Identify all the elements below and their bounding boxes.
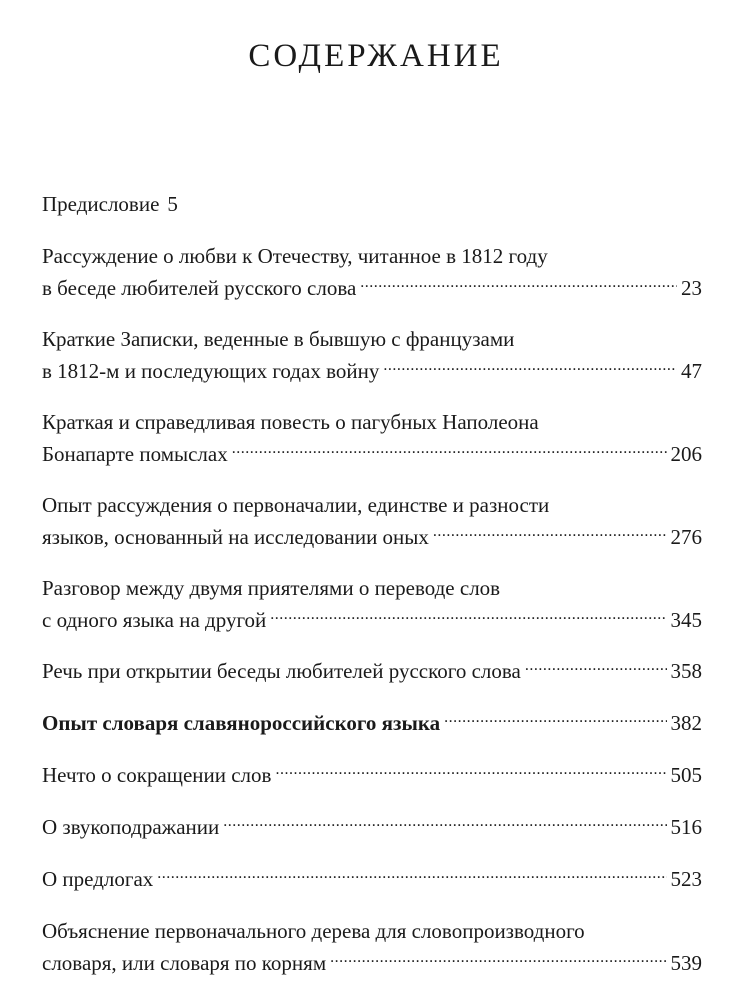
toc-entry-title-line: Бонапарте помыслах [42,442,228,466]
toc-entry-title-line: языков, основанный на исследовании оных [42,525,429,549]
toc-page-number: 539 [670,951,702,975]
toc-entry-title-line: Краткие Записки, веденные в бывшую с французами [42,327,515,351]
dot-leader [444,709,666,730]
toc-entry-title: О звукоподражании [42,815,220,839]
toc-page-number: 358 [670,659,702,683]
dot-leader [433,523,667,544]
dot-leader [330,949,666,970]
dot-leader [157,865,666,886]
toc-entry [42,811,702,843]
dot-leader [525,657,667,678]
toc-entry-title-line: в беседе любителей русского слова [42,276,357,300]
toc-entry-title-line: с одного языка на другой [42,608,267,632]
toc-page-number: 523 [670,867,702,891]
dot-leader [232,440,667,461]
toc-entry-title: О предлогах [42,867,154,891]
toc-entry-title: Речь при открытии беседы любителей русского слова [42,659,521,683]
toc-entry-title: Нечто о сокращении слов [42,763,272,787]
toc-entry-title: Предисловие [42,192,160,216]
toc-page-number: 206 [670,442,702,466]
toc-entry [42,759,702,791]
toc-entry-title-line: Рассуждение о любви к Отечеству, читанное в 1812 году [42,244,548,268]
toc-page-number: 23 [681,276,702,300]
toc-page-number: 47 [681,359,702,383]
toc-entry-title-line: Краткая и справедливая повесть о пагубных Наполеона [42,410,539,434]
dot-leader [270,606,666,627]
toc-entry-title-line: Опыт рассуждения о первоначалии, единстве и разности [42,493,550,517]
toc-page-number: 382 [670,711,702,735]
toc-page-number: 516 [670,815,702,839]
toc-page-number: 345 [670,608,702,632]
toc-page-number: 505 [670,763,702,787]
toc-entry-title-line: Разговор между двумя приятелями о переводе слов [42,576,501,600]
toc-entry [42,863,702,895]
dot-leader [360,274,677,295]
toc-entry [42,915,702,979]
toc-page-number: 276 [670,525,702,549]
toc-entry-title: Опыт словаря славянороссийского языка [42,711,441,735]
toc-entry [42,323,702,387]
dot-leader [275,761,666,782]
toc-entry-title-line: в 1812-м и последующих годах войну [42,359,380,383]
toc-entry [42,188,178,220]
toc-entry [42,240,702,304]
dot-leader [223,813,666,834]
page-title: СОДЕРЖАНИЕ [248,38,504,74]
toc-entry [42,406,702,470]
toc-entry [42,489,702,553]
toc-page-number: 5 [167,192,178,216]
toc-entry [42,572,702,636]
dot-leader [383,357,677,378]
toc-entry-title-line: словаря, или словаря по корням [42,951,327,975]
toc-entry-title-line: Объяснение первоначального дерева для словопроизводного [42,919,585,943]
toc-entry [42,707,702,739]
toc-entry [42,655,702,687]
